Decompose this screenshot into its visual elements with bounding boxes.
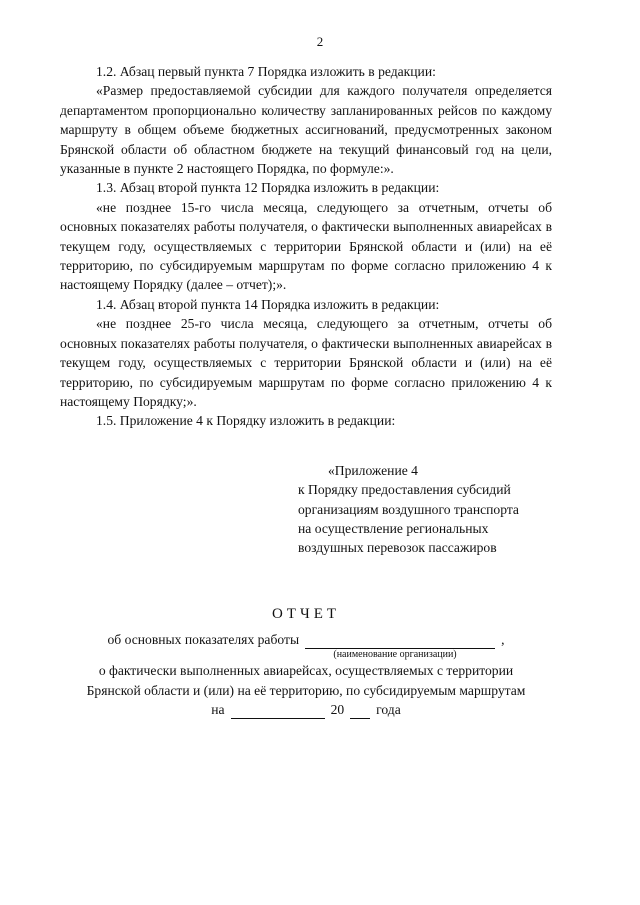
paragraph-1-3: 1.3. Абзац второй пункта 12 Порядка изложить в редакции: xyxy=(96,180,440,196)
report-line-3: Брянской области и (или) на её территорию, по субсидируемым маршрутам xyxy=(86,682,526,698)
spacer xyxy=(60,431,552,461)
document-body xyxy=(60,62,552,719)
organization-name-blank xyxy=(305,634,495,649)
report-year-prefix: 20 xyxy=(330,701,345,717)
paragraph-quote-2: «не позднее 15-го числа месяца, следующего за отчетным, отчеты об основных показателях работы получателя, о фактически выполненных авиарейсах в текущем году, осуществляемых с территории Брянской области и (или) на её территорию, по субсидируемым маршрутам по форме согласно приложению 4 к настоящему Порядку (далее – отчет);». xyxy=(60,199,552,293)
report-line4-prefix: на xyxy=(211,701,225,717)
paragraph-1-2: 1.2. Абзац первый пункта 7 Порядка изложить в редакции: xyxy=(96,64,436,79)
paragraph-1-4: 1.4. Абзац второй пункта 14 Порядка изложить в редакции: xyxy=(96,296,440,312)
appendix-line: воздушных перевозок пассажиров xyxy=(298,540,497,556)
paragraph-quote-3: «не позднее 25-го числа месяца, следующего за отчетным, отчеты об основных показателях работы получателя, о фактически выполненных авиарейсах в текущем году, осуществляемых с территории Брянской области и (или) на её территорию, по субсидируемым маршрутам по форме согласно приложению 4 к настоящему Порядку;». xyxy=(60,316,552,409)
report-date-line xyxy=(60,700,552,719)
report-line4-suffix: года xyxy=(376,701,401,717)
appendix-title: «Приложение 4 xyxy=(328,462,418,478)
paragraph-quote-1: «Размер предоставляемой субсидии для каждого получателя определяется департаментом пропорционально количеству запланированных рейсов по каждому маршруту в общем объеме бюджетных ассигнований, предусмотренных законом Брянской области об областном бюджете на текущий финансовый год на цели, указанные в пункте 2 настоящего Порядка, по формуле:». xyxy=(60,83,552,177)
organization-caption: (наименование организации) xyxy=(333,649,457,661)
report-org-line xyxy=(60,630,552,649)
year-blank xyxy=(350,704,370,719)
appendix-header xyxy=(298,461,552,558)
appendix-line: организациям воздушного транспорта xyxy=(298,501,519,517)
date-blank xyxy=(231,704,325,719)
appendix-line: на осуществление региональных xyxy=(298,520,489,536)
appendix-line: к Порядку предоставления субсидий xyxy=(298,482,511,498)
report-line-2: о фактически выполненных авиарейсах, осуществляемых с территории xyxy=(98,663,514,679)
report-title: ОТЧЕТ xyxy=(271,605,341,622)
paragraph-1-5: 1.5. Приложение 4 к Порядку изложить в редакции: xyxy=(96,413,396,429)
report-line1-suffix: , xyxy=(501,631,505,647)
page-number: 2 xyxy=(316,34,324,49)
report-line1-prefix: об основных показателях работы xyxy=(107,631,300,647)
